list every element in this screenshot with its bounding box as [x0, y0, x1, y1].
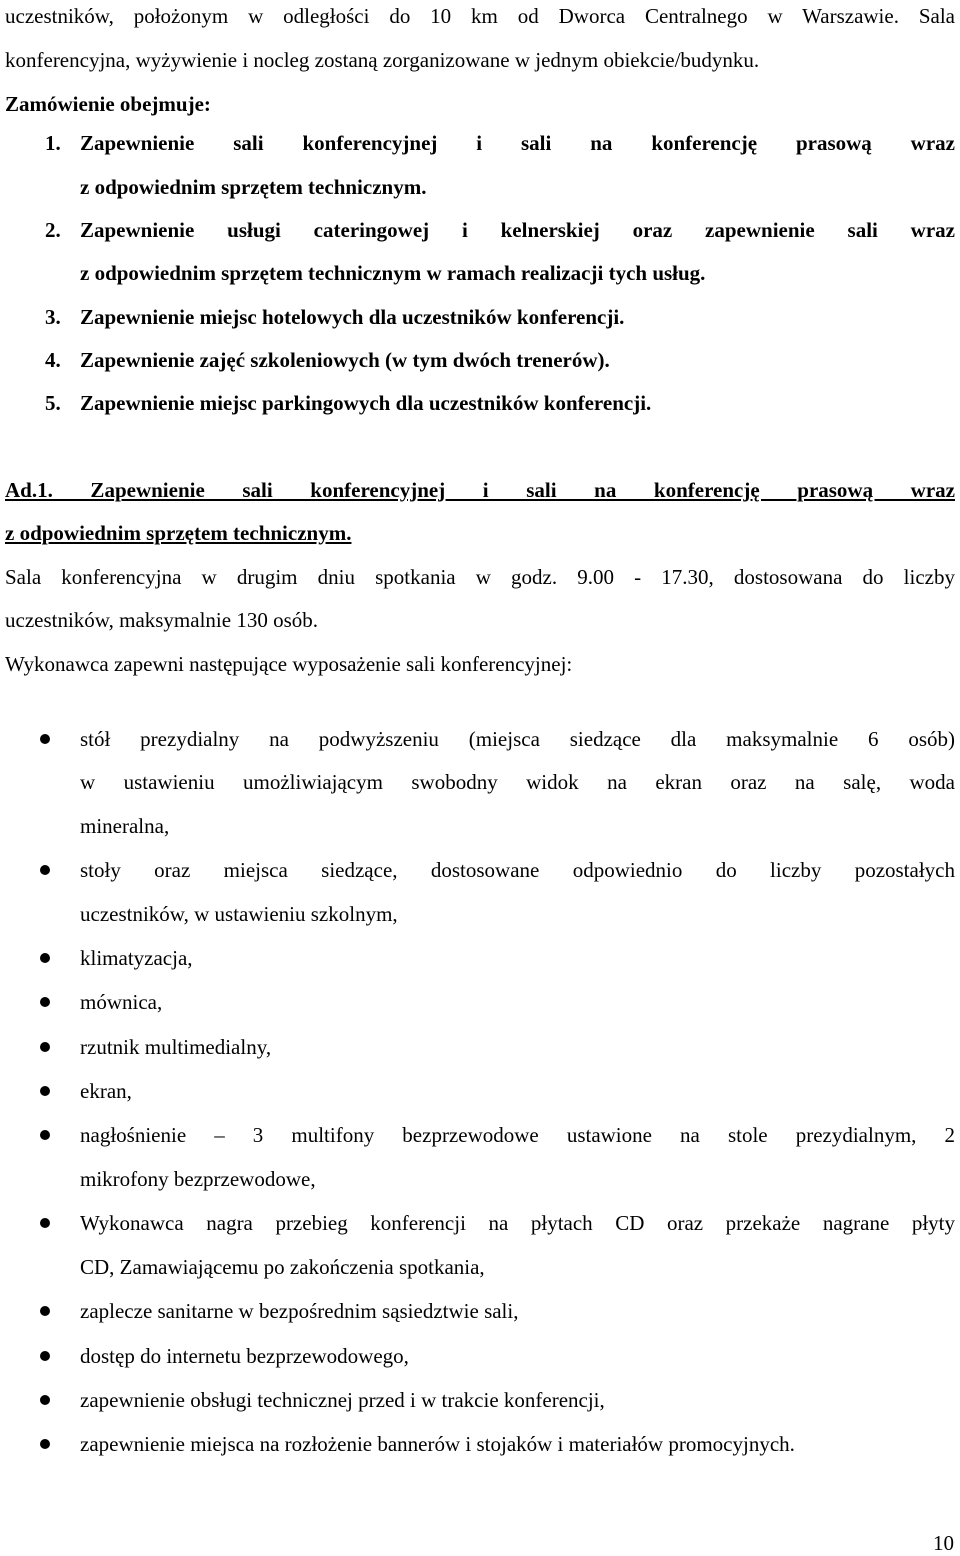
bullet-icon: [40, 1351, 50, 1361]
equipment-7-line-2: mikrofony bezprzewodowe,: [80, 1167, 316, 1191]
bullet-icon: [40, 1306, 50, 1316]
order-item-4-line-1: Zapewnienie zajęć szkoleniowych (w tym dwóch trenerów).: [80, 348, 610, 372]
bullet-icon: [40, 1218, 50, 1228]
equipment-8-line-1: Wykonawca nagra przebieg konferencji na płytach CD oraz przekaże nagrane płyty: [80, 1211, 955, 1235]
order-item-5-line-1: Zapewnienie miejsc parkingowych dla uczestników konferencji.: [80, 391, 652, 415]
order-item-2-number: 2.: [45, 218, 61, 242]
equipment-2-line-2: uczestników, w ustawieniu szkolnym,: [80, 902, 398, 926]
equipment-1-line-1: stół prezydialny na podwyższeniu (miejsca siedzące dla maksymalnie 6 osób): [80, 727, 955, 751]
bullet-icon: [40, 734, 50, 744]
equipment-3-line-1: klimatyzacja,: [80, 946, 193, 970]
order-item-1-number: 1.: [45, 131, 61, 155]
ad1-heading-line-1: Ad.1. Zapewnienie sali konferencyjnej i sali na konferencję prasową wraz: [5, 478, 955, 502]
bullet-icon: [40, 1086, 50, 1096]
equipment-10-line-1: dostęp do internetu bezprzewodowego,: [80, 1344, 409, 1368]
equipment-7-line-1: nagłośnienie – 3 multifony bezprzewodowe ustawione na stole prezydialnym, 2: [80, 1123, 955, 1147]
order-item-2-line-1: Zapewnienie usługi cateringowej i kelnerskiej oraz zapewnienie sali wraz: [80, 218, 955, 242]
order-item-3-line-1: Zapewnienie miejsc hotelowych dla uczestników konferencji.: [80, 305, 625, 329]
order-item-5-number: 5.: [45, 391, 61, 415]
order-item-3-number: 3.: [45, 305, 61, 329]
order-item-1-line-2: z odpowiednim sprzętem technicznym.: [80, 175, 427, 199]
intro-line-1: uczestników, położonym w odległości do 10 km od Dworca Centralnego w Warszawie. Sala: [5, 4, 955, 28]
bullet-icon: [40, 1439, 50, 1449]
equipment-5-line-1: rzutnik multimedialny,: [80, 1035, 272, 1059]
order-item-4-number: 4.: [45, 348, 61, 372]
equipment-2-line-1: stoły oraz miejsca siedzące, dostosowane odpowiednio do liczby pozostałych: [80, 858, 955, 882]
bullet-icon: [40, 865, 50, 875]
ad1-text-line-1: Sala konferencyjna w drugim dniu spotkania w godz. 9.00 - 17.30, dostosowana do liczby: [5, 565, 955, 589]
bullet-icon: [40, 1130, 50, 1140]
ad1-heading-line-2: z odpowiednim sprzętem technicznym.: [5, 521, 352, 545]
bullet-icon: [40, 997, 50, 1007]
order-heading: Zamówienie obejmuje:: [5, 92, 211, 116]
equipment-8-line-2: CD, Zamawiającemu po zakończenia spotkania,: [80, 1255, 485, 1279]
bullet-icon: [40, 1042, 50, 1052]
bullet-icon: [40, 953, 50, 963]
order-item-1-line-1: Zapewnienie sali konferencyjnej i sali na konferencję prasową wraz: [80, 131, 955, 155]
intro-line-2: konferencyjna, wyżywienie i nocleg zostaną zorganizowane w jednym obiekcie/budynku.: [5, 48, 760, 72]
ad1-text-line-3: Wykonawca zapewni następujące wyposażenie sali konferencyjnej:: [5, 652, 573, 676]
page-number: 10: [933, 1531, 954, 1555]
bullet-icon: [40, 1395, 50, 1405]
equipment-1-line-3: mineralna,: [80, 814, 170, 838]
equipment-11-line-1: zapewnienie obsługi technicznej przed i w trakcie konferencji,: [80, 1388, 605, 1412]
equipment-12-line-1: zapewnienie miejsca na rozłożenie bannerów i stojaków i materiałów promocyjnych.: [80, 1432, 795, 1456]
equipment-1-line-2: w ustawieniu umożliwiającym swobodny widok na ekran oraz na salę, woda: [80, 770, 955, 794]
order-item-2-line-2: z odpowiednim sprzętem technicznym w ramach realizacji tych usług.: [80, 261, 706, 285]
equipment-9-line-1: zaplecze sanitarne w bezpośrednim sąsiedztwie sali,: [80, 1299, 519, 1323]
ad1-text-line-2: uczestników, maksymalnie 130 osób.: [5, 608, 319, 632]
equipment-6-line-1: ekran,: [80, 1079, 132, 1103]
equipment-4-line-1: mównica,: [80, 990, 163, 1014]
